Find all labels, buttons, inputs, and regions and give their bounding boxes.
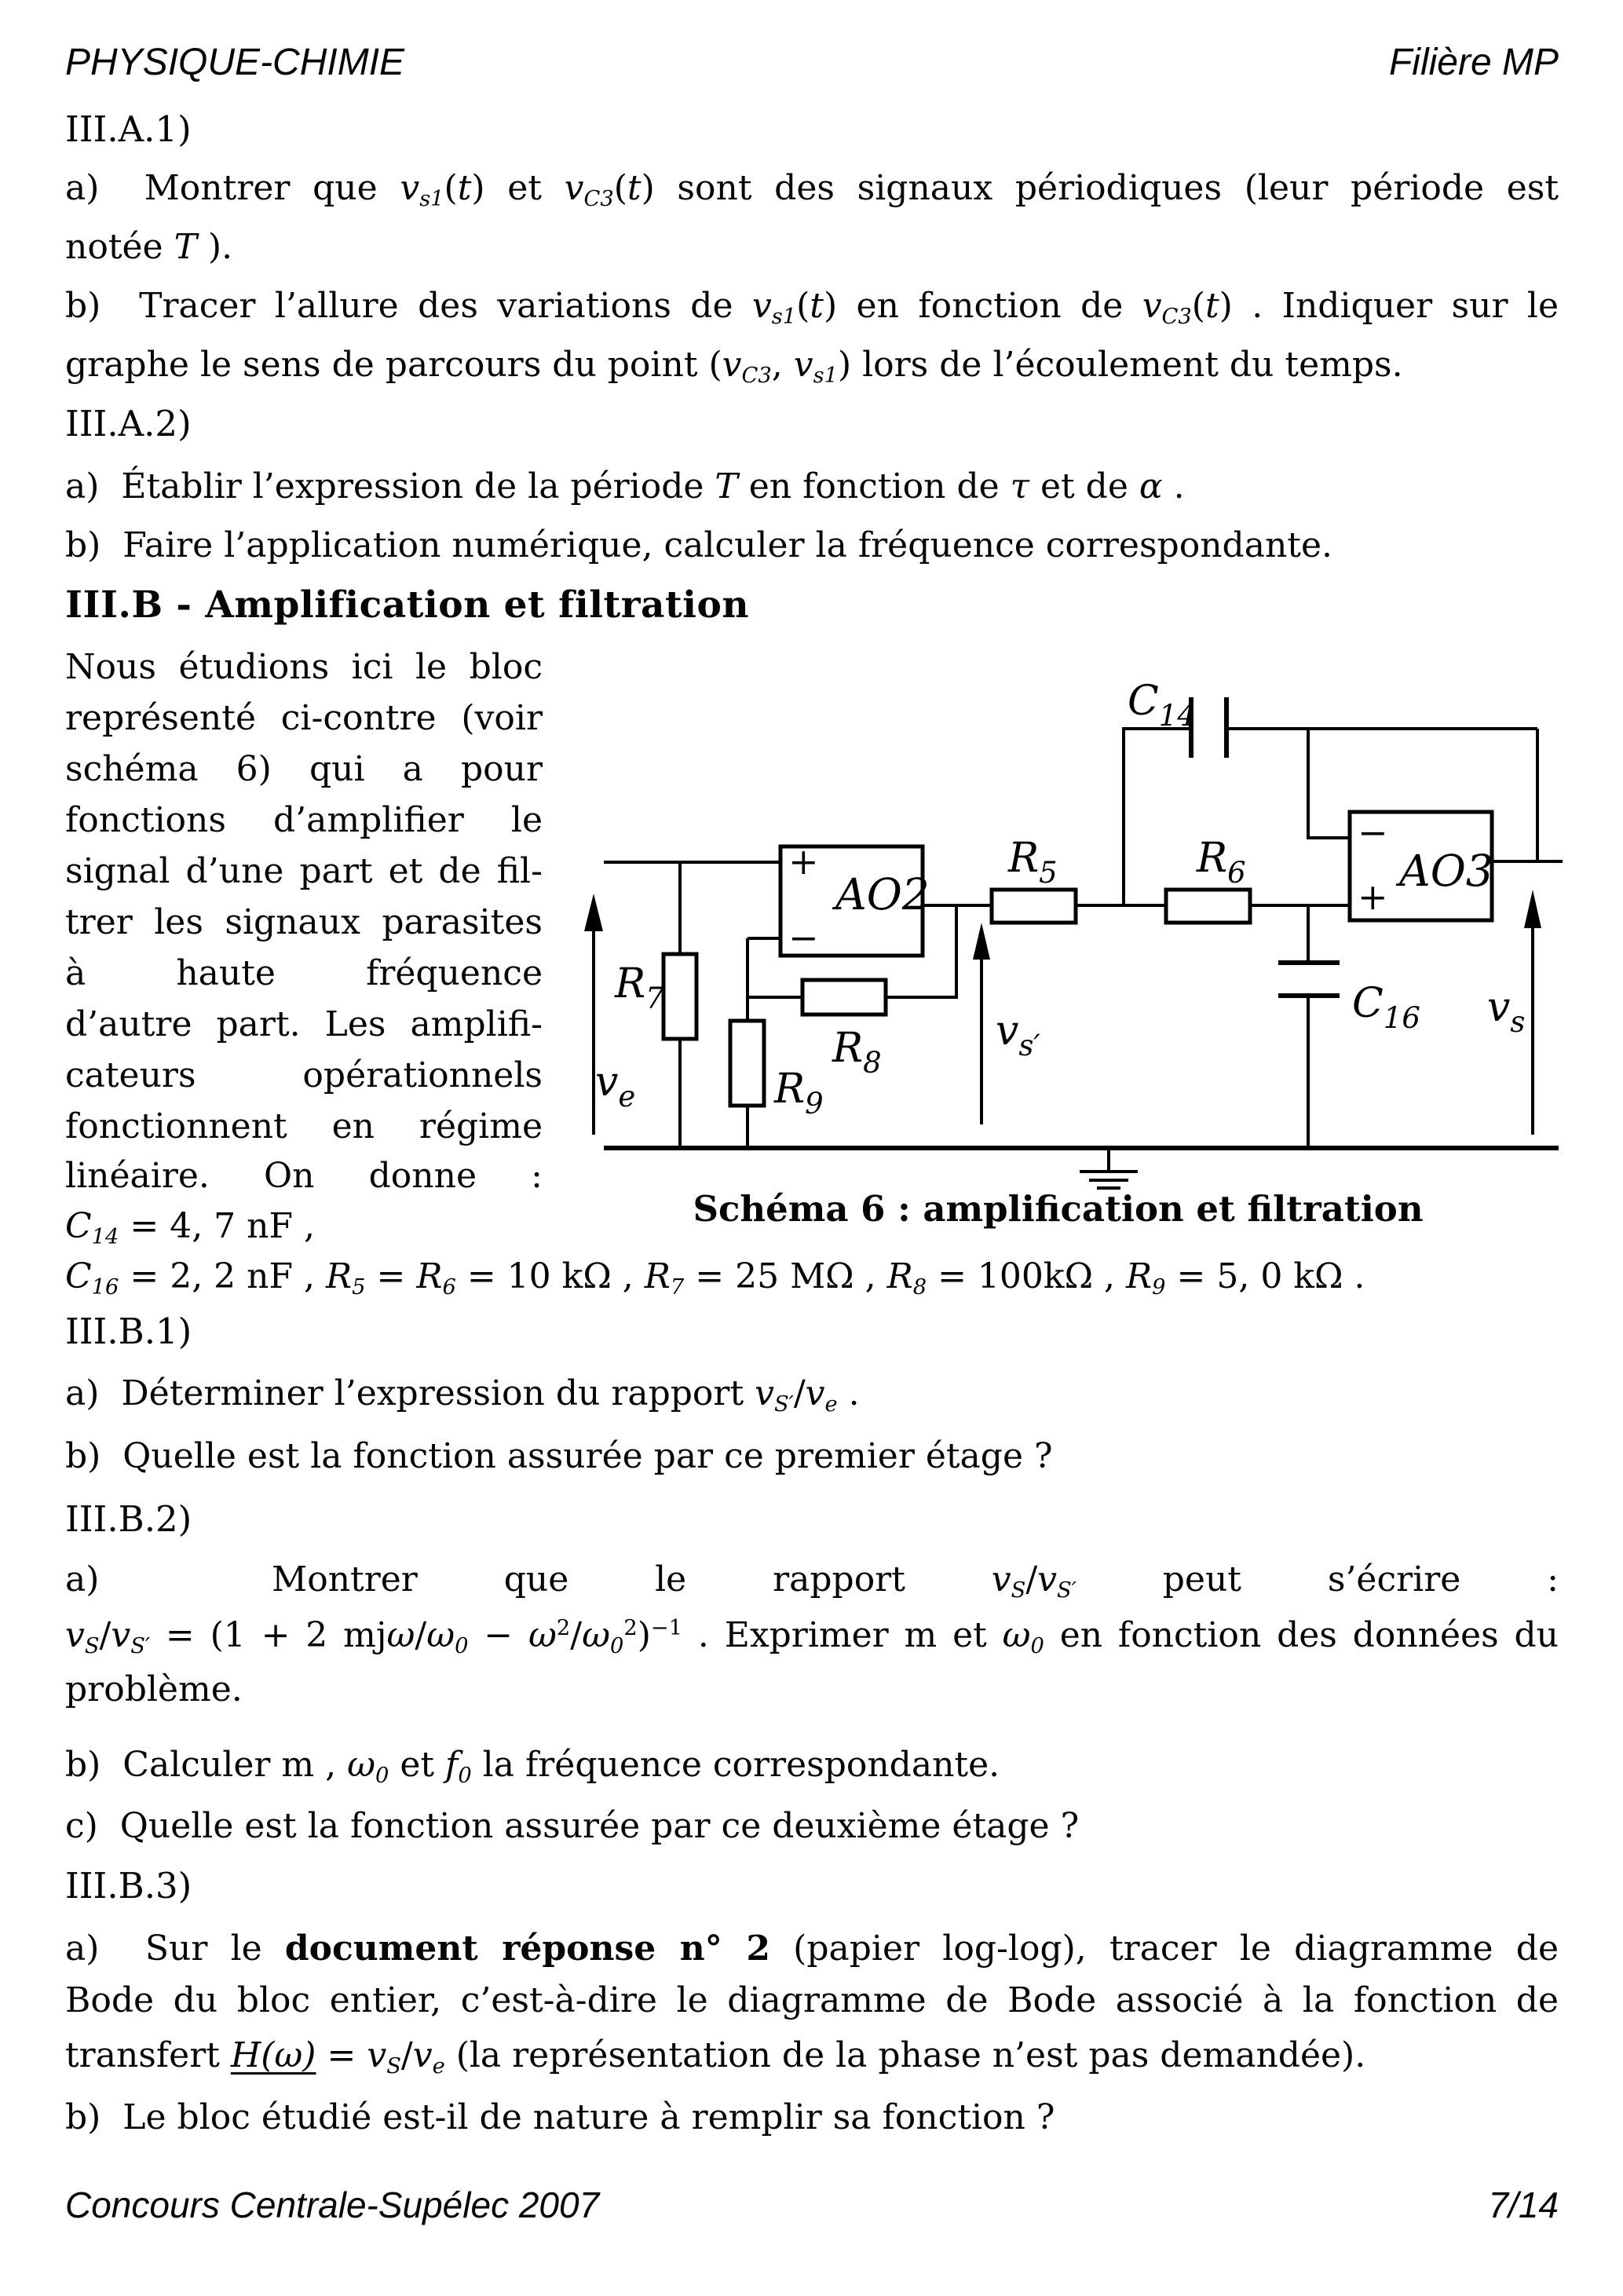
label-r9: $R_9$	[774, 1066, 824, 1121]
intro-col-line11: linéaire. On donne :	[65, 1156, 543, 1196]
section-title-iii-b-3: III.B.3)	[65, 1865, 192, 1907]
question-b3a-line3: transfert $H(\omega) = v_S/v_e$ (la représentation de la phase n’est pas demandée).	[65, 2035, 1366, 2078]
section-heading-iii-b: III.B - Amplification et filtration	[65, 583, 750, 627]
question-a2b: b) Faire l’application numérique, calculer la fréquence correspondante.	[65, 525, 1332, 565]
label-vs-prime: $v_{s'}$	[996, 1007, 1040, 1062]
question-b3a-line2: Bode du bloc entier, c’est-à-dire le diagramme de Bode associé à la fonction de	[65, 1980, 1559, 2020]
page-header-subject: PHYSIQUE-CHIMIE	[65, 42, 405, 83]
vs-arrow	[1524, 890, 1541, 1135]
label-ve: $v_e$	[595, 1058, 636, 1113]
intro-col-line2: représenté ci-contre (voir	[65, 698, 543, 738]
section-title-iii-a-1: III.A.1)	[65, 108, 192, 150]
question-b2b: b) Calculer m , $\omega_0$ et $f_0$ la fréquence correspondante.	[65, 1745, 1000, 1788]
resistor-r7	[663, 862, 696, 1148]
label-r7: $R_7$	[615, 960, 664, 1015]
question-b2a-line2: $v_S/v_{S'} = (1 + 2$ mjω/$\omega_0 - \omega^2/\omega_0^2)^{-1}$ . Exprimer m et $\omega_0$ en fonction des données du	[65, 1615, 1559, 1658]
label-r8: $R_8$	[832, 1025, 882, 1080]
intro-col-line3: schéma 6) qui a pour	[65, 749, 543, 789]
intro-col-line1: Nous étudions ici le bloc	[65, 647, 543, 687]
question-b1a: a) Déterminer l’expression du rapport $v_{S'}/v_e$ .	[65, 1373, 860, 1417]
section-title-iii-b-2: III.B.2)	[65, 1498, 192, 1540]
ground-rail	[604, 1148, 1559, 1188]
label-r5: $R_5$	[1008, 835, 1058, 890]
capacitor-c16	[1278, 905, 1340, 1148]
schema-caption: Schéma 6 : amplification et filtration	[693, 1188, 1424, 1230]
intro-col-line9: cateurs opérationnels	[65, 1055, 543, 1095]
footer-page-number: 7/14	[1488, 2184, 1559, 2225]
label-c16: $C_{16}$	[1352, 980, 1420, 1035]
ao3-minus-sign: −	[1358, 811, 1388, 854]
ao3-plus-sign: +	[1358, 876, 1388, 918]
question-a1b-line1: b) Tracer l’allure des variations de $v_{s1}(t)$ en fonction de $v_{C3}(t)$ . Indiquer sur le	[65, 286, 1559, 329]
ao3-label: AO3	[1399, 846, 1493, 896]
question-a2a: a) Établir l’expression de la période T en fonction de τ et de α .	[65, 466, 1185, 506]
resistor-r5	[992, 890, 1166, 923]
label-c14: $C_{14}$	[1128, 678, 1196, 733]
intro-col-line10: fonctionnent en régime	[65, 1106, 543, 1146]
ao2-label: AO2	[835, 869, 930, 919]
footer-exam-name: Concours Centrale-Supélec 2007	[65, 2184, 600, 2225]
question-b2c: c) Quelle est la fonction assurée par ce deuxième étage ?	[65, 1806, 1080, 1846]
value-c14: $C_{14} = 4$, 7 nF ,	[65, 1206, 316, 1249]
ao2-plus-sign: +	[788, 840, 819, 883]
question-a1b-line2: graphe le sens de parcours du point ($v_{C3}$, $v_{s1}$) lors de l’écoulement du temps.	[65, 345, 1403, 388]
section-title-iii-a-2: III.A.2)	[65, 403, 192, 444]
question-b3b: b) Le bloc étudié est-il de nature à remplir sa fonction ?	[65, 2097, 1055, 2137]
opamp-ao3	[1308, 729, 1563, 920]
question-a1a-line1: a) Montrer que $v_{s1}(t)$ et $v_{C3}(t)$ sont des signaux périodiques (leur période est	[65, 168, 1559, 211]
question-b2a-line1: a) Montrer que le rapport $v_S/v_{S'}$ peut s’écrire :	[65, 1559, 1559, 1603]
intro-col-line7: à haute fréquence	[65, 953, 543, 993]
component-values: $C_{16} = 2$, 2 nF , $R_5 = R_6 = 10$ kΩ , $R_7 = 25$ MΩ , $R_8 = 100k\Omega$ , $R_9 = 5$, 0 kΩ .	[65, 1256, 1365, 1300]
question-b1b: b) Quelle est la fonction assurée par ce premier étage ?	[65, 1436, 1053, 1476]
label-vs: $v_s$	[1487, 984, 1526, 1039]
opamp-ao2	[780, 840, 930, 959]
intro-col-line6: trer les signaux parasites	[65, 902, 543, 942]
intro-col-line5: signal d’une part et de fil-	[65, 851, 543, 891]
intro-col-line4: fonctions d’amplifier le	[65, 800, 543, 840]
question-b2a-line3: problème.	[65, 1669, 243, 1709]
question-b3a-line1: a) Sur le document réponse n° 2 (papier log-log), tracer le diagramme de	[65, 1929, 1559, 1969]
label-r6: $R_6$	[1197, 835, 1246, 890]
ao2-minus-sign: −	[788, 916, 819, 959]
section-title-iii-b-1: III.B.1)	[65, 1311, 192, 1352]
circuit-diagram	[550, 660, 1594, 1233]
intro-col-line8: d’autre part. Les amplifi-	[65, 1004, 543, 1044]
question-a1a-line2: notée T ).	[65, 227, 233, 267]
page-header-track: Filière MP	[1388, 42, 1559, 83]
resistor-r6	[1166, 890, 1350, 923]
vs-prime-arrow	[973, 923, 990, 1124]
